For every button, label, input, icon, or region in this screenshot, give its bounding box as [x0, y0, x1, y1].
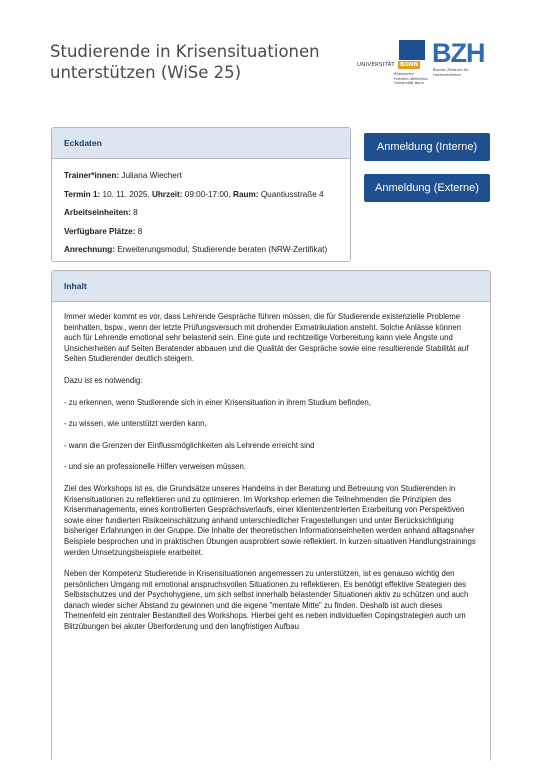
uhrzeit-label: Uhrzeit:	[152, 189, 183, 199]
bzh-logo-text: BZH	[432, 38, 485, 68]
list-item: - wann die Grenzen der Einflussmöglichkeiten als Lehrende erreicht sind	[64, 440, 315, 450]
inhalt-panel	[51, 270, 491, 761]
arbeitseinheiten-value: 8	[133, 208, 138, 217]
arbeitseinheiten-label: Arbeitseinheiten:	[64, 208, 131, 217]
paragraph: Immer wieder kommt es vor, dass Lehrende Gespräche führen müssen, die für Studierende existenzielle Probleme beinhalten, bspw., wenn der letzte Prüfungsversuch mit drohender Exmatrikulation ansteht. Solche Anlässe können auch für Lehrende emotional sehr belastend sein. Eine gute und rechtzeitige Vorbereitung kann viele Ängste und Unsicherheiten auf Seiten Beratender abbauen und die Qualität der Gespräche sowie eine resultierende Stabilität auf Seiten Studierender deutlich steigern.	[64, 312, 469, 364]
uhrzeit-value: 09:00-17:00,	[184, 189, 231, 199]
eckdaten-panel	[51, 127, 351, 262]
trainer-value: Juliana Wiechert	[121, 171, 182, 180]
eckdaten-header: Eckdaten	[52, 128, 350, 159]
list-item: - zu erkennen, wenn Studierende sich in einer Krisensituation in ihrem Studium befinden,	[64, 397, 371, 407]
plaetze-value: 8	[137, 226, 143, 236]
termin-date: 10. 11. 2025,	[102, 189, 150, 199]
title-line-1: Studierende in Krisensituationen	[50, 42, 320, 61]
title-line-2: unterstützen (WiSe 25)	[50, 63, 242, 82]
list-item: - zu wissen, wie unterstützt werden kann,	[64, 419, 207, 429]
raum-value: Quantiusstraße 4	[260, 189, 324, 199]
plaetze-row	[64, 223, 338, 242]
termin-row	[64, 186, 338, 205]
university-logo-mark	[399, 40, 425, 60]
anmeldung-interne-button[interactable]: Anmeldung (Interne)	[364, 133, 490, 161]
bzh-subtitle: Bonner Zentrum für Hochschullehre	[433, 68, 469, 77]
raum-label: Raum:	[233, 189, 259, 199]
paragraph: Dazu ist es notwendig:	[64, 375, 143, 385]
inhalt-header: Inhalt	[52, 271, 490, 302]
plaetze-label: Verfügbare Plätze:	[64, 226, 136, 236]
arbeitseinheiten-row	[64, 204, 338, 223]
termin-label: Termin 1:	[64, 189, 101, 199]
university-label: UNIVERSITÄT	[357, 62, 395, 68]
inhalt-body	[52, 302, 490, 654]
list-item: - und sie an professionelle Hilfen verweisen müssen.	[64, 462, 247, 472]
anrechnung-row	[64, 241, 338, 260]
trainer-label: Trainer*innen:	[64, 171, 120, 180]
trainer-row	[64, 167, 338, 186]
page-title	[50, 41, 350, 83]
bonn-label: BONN	[400, 62, 419, 68]
paragraph: Neben der Kompetenz Studierende in Krisensituationen angemessen zu unterstützen, ist es genauso wichtig den persönlichen Umgang mit emotional anspruchsvollen Situationen zu reflektieren. Es benötigt effektive Strategien des Selbstschutzes und der Psychohygiene, um sich selbst innerhalb belastender Situationen aktiv zu schützen und auch danach wieder sicher Abstand zu gewinnen und die eigene "mentale Mitte" zu finden. Deshalb ist auch dieses Themenfeld ein zentraler Bestandteil des Workshops. Hierbei geht es neben individuellen Copingstrategien auch um Blitzübungen bei akuter Überforderung und den langfristigen Aufbau	[64, 569, 469, 632]
paragraph: Ziel des Workshops ist es, die Grundsätze unseres Handelns in der Beratung und Betreuung von Studierenden in Krisensituationen zu reflektieren und zu optimieren. Im Workshop erlernen die Teilnehmenden die Prinzipien des Krisenmanagements, eines kontrollierten Gesprächsverlaufs, einer klientenzentrierten Erarbeitung von Perspektiven sowie einer fundierten Risikoeinschätzung anhand unterschiedlicher Fragestellungen und unter Berücksichtigung bisheriger Erfahrungen in der Gruppe. Die Inhalte der theoretischen Informationseinheiten werden anhand alltagsnaher Beispiele besprochen und in praktischen Übungen ausprobiert sowie reflektiert. In kurzen situativen Handlungstrainings werden Umsetzungsbeispiele erarbeitet.	[64, 483, 476, 557]
anmeldung-externe-button[interactable]: Anmeldung (Externe)	[364, 174, 490, 202]
anrechnung-value: Erweiterungsmodul, Studierende beraten (NRW-Zertifikat)	[117, 245, 328, 254]
anrechnung-label: Anrechnung:	[64, 245, 115, 254]
university-subtitle: Rheinische Friedrich-Wilhelms-Universität Bonn	[394, 72, 429, 85]
logo	[357, 40, 492, 88]
